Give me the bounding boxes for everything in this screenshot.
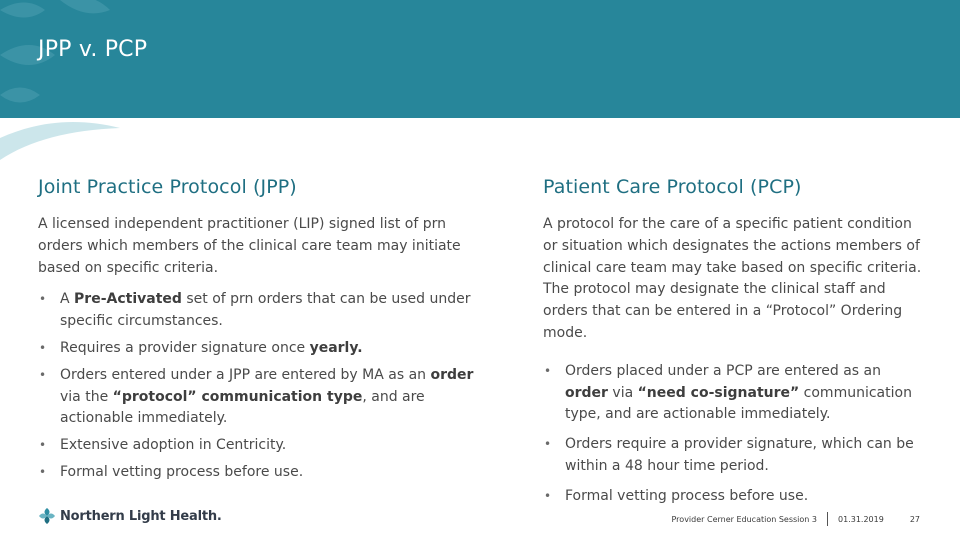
pcp-heading: Patient Care Protocol (PCP): [543, 176, 802, 198]
pcp-column: [543, 176, 923, 513]
bullet-icon: •: [39, 367, 47, 382]
jpp-bullets: [38, 289, 488, 483]
jpp-column: [38, 176, 488, 489]
list-item: • Formal vetting process before use.: [38, 462, 488, 484]
slide-title: JPP v. PCP: [38, 37, 148, 62]
list-item: • Formal vetting process before use.: [543, 486, 923, 508]
jpp-heading: Joint Practice Protocol (JPP): [38, 176, 297, 198]
list-item: • A Pre-Activated set of prn orders that can be used under specific circumstances.: [39, 291, 471, 330]
bullet-icon: •: [39, 292, 47, 307]
leaf-logo-icon: [38, 507, 56, 525]
list-item: • Orders require a provider signature, which can be within a 48 hour time period.: [544, 436, 914, 474]
bullet-icon: •: [39, 340, 47, 355]
footer-date: 01.31.2019: [838, 514, 884, 524]
bullet-icon: •: [544, 363, 552, 378]
list-item: • Extensive adoption in Centricity.: [38, 435, 488, 457]
list-item: • Orders placed under a PCP are entered as an order via “need co-signature” communication type, and are actionable immediately.: [544, 362, 912, 423]
footer-session: Provider Cerner Education Session 3: [671, 514, 817, 524]
bullet-icon: •: [544, 437, 552, 452]
northern-light-logo: [38, 507, 222, 525]
bullet-icon: •: [544, 488, 552, 503]
jpp-intro: A licensed independent practitioner (LIP) signed list of prn orders which members of the clinical care team may initiate based on specific criteria.: [38, 216, 461, 276]
footer-divider: [827, 512, 828, 526]
pcp-bullets: [543, 361, 923, 508]
list-item: • Requires a provider signature once yearly.: [38, 338, 488, 360]
bullet-icon: •: [39, 438, 47, 453]
page-number: 27: [909, 514, 920, 524]
footer-info: [672, 512, 921, 526]
pcp-intro: A protocol for the care of a specific patient condition or situation which designates the actions members of clinical care team may take based on specific criteria. The protocol may designate the clinical staff and orders that can be entered in a “Protocol” Ordering mode.: [543, 216, 922, 341]
logo-text: Northern Light Health.: [60, 508, 222, 524]
list-item: • Orders entered under a JPP are entered by MA as an order via the “protocol” communication type, and are actionable immediately.: [39, 366, 474, 427]
header-wave-decoration: [0, 0, 960, 170]
bullet-icon: •: [39, 464, 47, 479]
